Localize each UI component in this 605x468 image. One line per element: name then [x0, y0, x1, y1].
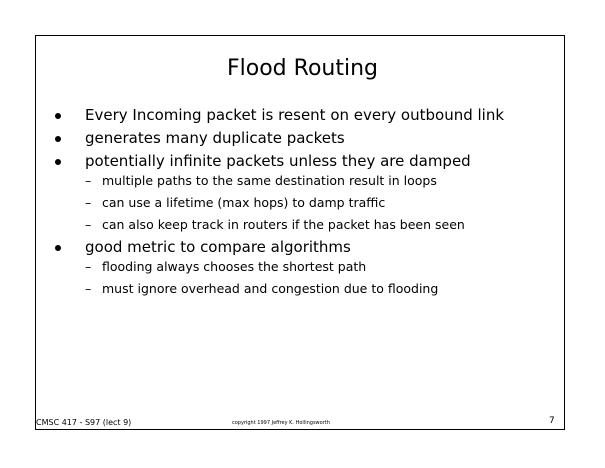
- bullet-item: [55, 239, 545, 297]
- sub-bullet-list: [85, 173, 545, 233]
- bullet-dot-icon: [55, 136, 61, 142]
- footer-copyright: copyright 1997 Jeffrey K. Hollingsworth: [232, 420, 330, 426]
- bullet-dot-icon: [55, 113, 61, 119]
- dash-icon: –: [85, 259, 92, 274]
- bullet-text: Every Incoming packet is resent on every outbound link: [85, 106, 505, 124]
- bullet-text: generates many duplicate packets: [85, 129, 345, 147]
- sub-bullet-item: [85, 259, 545, 275]
- bullet-item: [55, 107, 545, 124]
- sub-bullet-text: can use a lifetime (max hops) to damp traffic: [102, 195, 386, 210]
- dash-icon: –: [85, 173, 92, 188]
- sub-bullet-item: [85, 173, 545, 189]
- slide-title: Flood Routing: [227, 56, 378, 81]
- sub-bullet-item: [85, 217, 545, 233]
- dash-icon: –: [85, 281, 92, 296]
- sub-bullet-text: can also keep track in routers if the packet has been seen: [102, 217, 465, 232]
- bullet-dot-icon: [55, 245, 61, 251]
- sub-bullet-item: [85, 281, 545, 297]
- bullet-item: [55, 130, 545, 147]
- sub-bullet-text: multiple paths to the same destination result in loops: [102, 173, 437, 188]
- footer-course: CMSC 417 - S97 (lect 9): [36, 418, 132, 427]
- bullet-text: potentially infinite packets unless they are damped: [85, 152, 471, 170]
- bullet-text: good metric to compare algorithms: [85, 238, 351, 256]
- sub-bullet-text: must ignore overhead and congestion due to flooding: [102, 281, 439, 296]
- sub-bullet-text: flooding always chooses the shortest path: [102, 259, 367, 274]
- dash-icon: –: [85, 217, 92, 232]
- bullet-item: [55, 153, 545, 233]
- page-number: 7: [549, 416, 555, 426]
- sub-bullet-list: [85, 259, 545, 297]
- sub-bullet-item: [85, 195, 545, 211]
- bullet-list: [55, 107, 545, 303]
- dash-icon: –: [85, 195, 92, 210]
- bullet-dot-icon: [55, 159, 61, 165]
